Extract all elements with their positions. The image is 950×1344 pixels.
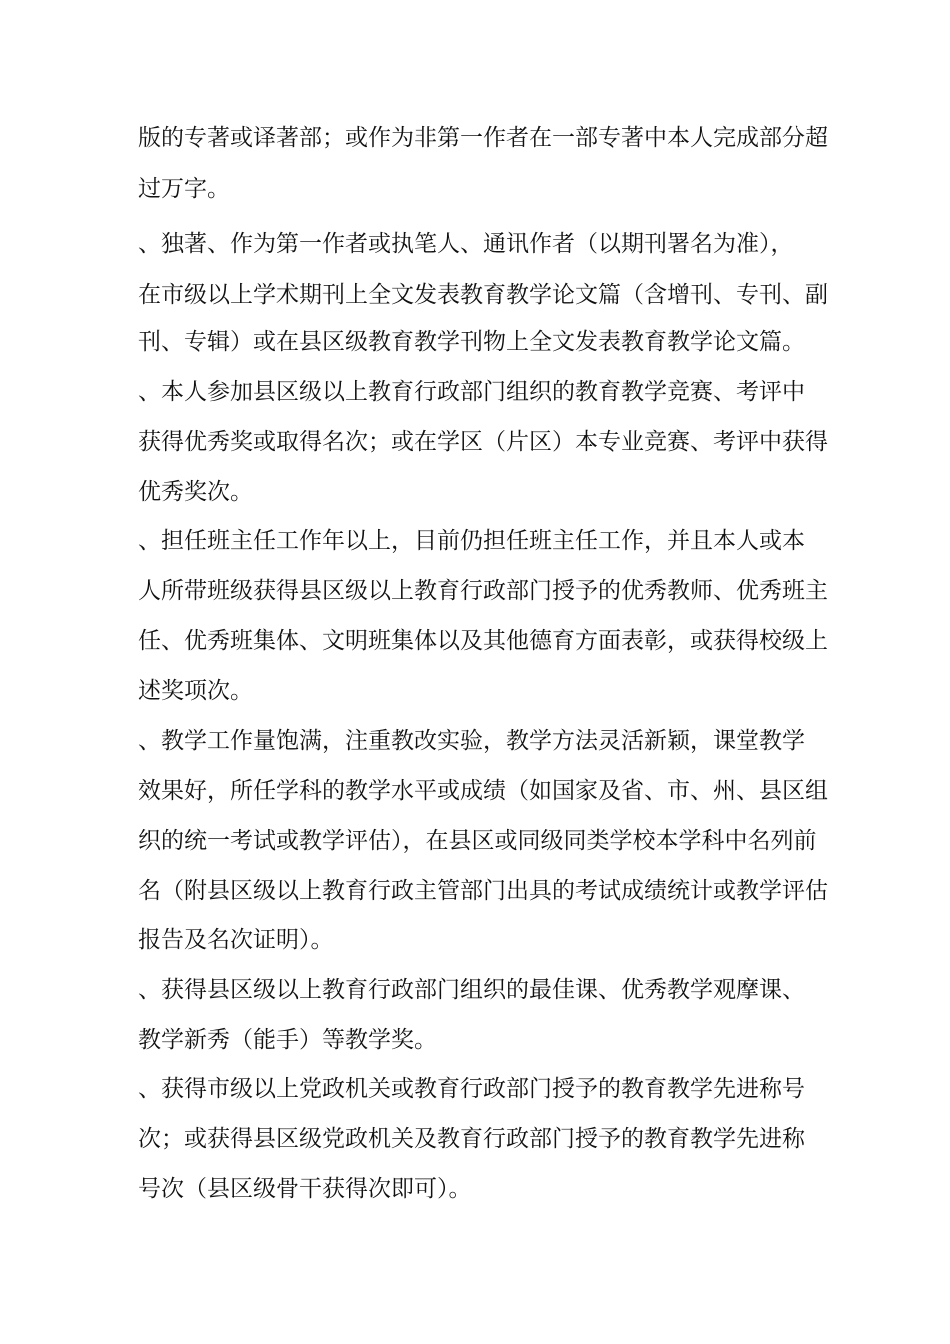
- text-line: 教学新秀（能手）等教学奖。: [138, 1027, 437, 1053]
- text-line: 次；或获得县区级党政机关及教育行政部门授予的教育教学先进称: [138, 1126, 805, 1152]
- text-line: 名（附县区级以上教育行政主管部门出具的考试成绩统计或教学评估: [138, 878, 828, 904]
- text-line: 版的专著或译著部；或作为非第一作者在一部专著中本人完成部分超: [138, 125, 828, 151]
- text-line: 、独著、作为第一作者或执笔人、通讯作者（以期刊署名为准），: [138, 231, 794, 257]
- text-line: 、获得市级以上党政机关或教育行政部门授予的教育教学先进称号: [138, 1076, 805, 1102]
- text-line: 刊、专辑）或在县区级教育教学刊物上全文发表教育教学论文篇。: [138, 329, 805, 355]
- text-line: 任、优秀班集体、文明班集体以及其他德育方面表彰，或获得校级上: [138, 628, 828, 654]
- text-line: 述奖项次。: [138, 678, 253, 704]
- text-line: 获得优秀奖或取得名次；或在学区（片区）本专业竞赛、考评中获得: [138, 429, 828, 455]
- text-line: 过万字。: [138, 176, 230, 202]
- text-line: 人所带班级获得县区级以上教育行政部门授予的优秀教师、优秀班主: [138, 578, 828, 604]
- text-line: 织的统一考试或教学评估），在县区或同级同类学校本学科中名列前: [138, 828, 817, 854]
- text-line: 效果好，所任学科的教学水平或成绩（如国家及省、市、州、县区组: [138, 778, 828, 804]
- text-line: 、本人参加县区级以上教育行政部门组织的教育教学竞赛、考评中: [138, 379, 805, 405]
- text-line: 、担任班主任工作年以上，目前仍担任班主任工作，并且本人或本: [138, 528, 805, 554]
- text-line: 、教学工作量饱满，注重教改实验，教学方法灵活新颖，课堂教学: [138, 728, 805, 754]
- text-line: 在市级以上学术期刊上全文发表教育教学论文篇（含增刊、专刊、副: [138, 282, 828, 308]
- text-line: 优秀奖次。: [138, 479, 253, 505]
- text-line: 号次（县区级骨干获得次即可）。: [138, 1176, 472, 1202]
- text-line: 、获得县区级以上教育行政部门组织的最佳课、优秀教学观摩课、: [138, 977, 805, 1003]
- text-line: 报告及名次证明）。: [138, 927, 334, 953]
